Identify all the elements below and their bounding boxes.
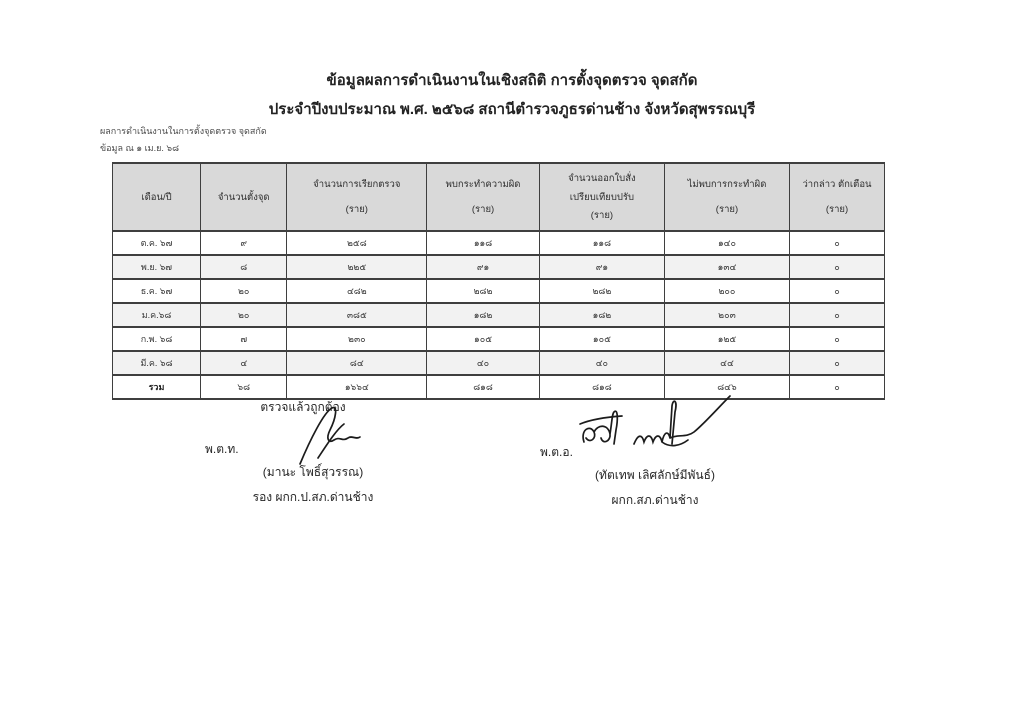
table-row [113,327,885,351]
table-row [113,303,885,327]
value-cell: ๔๐ [539,351,664,375]
value-cell: ๒๘๒ [539,279,664,303]
month-cell: รวม [113,375,201,399]
note-line-2: ข้อมูล ณ ๑ เม.ย. ๖๘ [100,143,180,153]
month-cell: ธ.ค. ๖๗ [113,279,201,303]
name-left: (มานะ โพธิ์สุวรรณ) [262,465,364,479]
column-header-line: (ราย) [715,203,739,215]
name-right: (ทัตเทพ เลิศลักษ์มีพันธ์) [595,468,715,482]
value-cell: ๔๔ [664,351,789,375]
value-cell: ๗ [201,327,287,351]
value-cell: ๒๐๓ [664,303,789,327]
value-cell: ๒๕๘ [287,231,427,255]
column-header [201,163,287,231]
value-cell: ๘๑๘ [539,375,664,399]
table-row [113,279,885,303]
column-header [113,163,201,231]
signature-left-scribble [288,400,380,468]
month-cell: พ.ย. ๖๗ [113,255,201,279]
value-cell: ๑๔๐ [664,231,789,255]
column-header-line: เปรียบเทียบปรับ [569,191,635,203]
month-cell: ม.ค.๖๘ [113,303,201,327]
month-cell: ต.ค. ๖๗ [113,231,201,255]
value-cell: ๒๘๒ [427,279,540,303]
value-cell: ๑๐๕ [427,327,540,351]
value-cell: ๐ [790,255,885,279]
value-cell: ๒๒๕ [287,255,427,279]
column-header-line: (ราย) [471,203,495,215]
position-right: ผกก.สภ.ด่านช้าง [611,493,699,507]
value-cell: ๐ [790,303,885,327]
position-left: รอง ผกก.ป.สภ.ด่านช้าง [252,490,374,504]
value-cell: ๐ [790,231,885,255]
value-cell: ๒๐ [201,303,287,327]
rank-left: พ.ต.ท. [205,442,239,456]
value-cell: ๑๖๖๔ [287,375,427,399]
value-cell: ๖๘ [201,375,287,399]
value-cell: ๘๔ [287,351,427,375]
table-row [113,231,885,255]
rank-right: พ.ต.อ. [540,445,573,459]
value-cell: ๑๑๘ [539,231,664,255]
column-header [427,163,540,231]
column-header-line: (ราย) [590,209,614,221]
column-header-line: (ราย) [345,203,368,215]
column-header-line: จำนวนออกใบสั่ง [568,173,636,185]
column-header-line: (ราย) [825,203,849,215]
column-header [287,163,427,231]
value-cell: ๙๑ [427,255,540,279]
column-header-line: ว่ากล่าว ตักเตือน [802,179,872,191]
value-cell: ๘๔๖ [664,375,789,399]
document-subtitle: ประจำปีงบประมาณ พ.ศ. ๒๕๖๘ สถานีตำรวจภูธรด่านช้าง จังหวัดสุพรรณบุรี [268,101,756,118]
column-header [790,163,885,231]
value-cell: ๔ [201,351,287,375]
table-header-row [113,163,885,231]
value-cell: ๔๘๒ [287,279,427,303]
checkpoint-statistics-table [112,162,885,400]
signature-right-scribble [572,392,734,466]
column-header-line: ไม่พบการกระทำผิด [687,179,767,191]
month-cell: มี.ค. ๖๘ [113,351,201,375]
verified-correct-text: ตรวจแล้วถูกต้อง [260,400,346,414]
document-title: ข้อมูลผลการดำเนินงานในเชิงสถิติ การตั้งจุดตรวจ จุดสกัด [326,72,698,89]
table-row [113,351,885,375]
table-row [113,255,885,279]
column-header [664,163,789,231]
month-cell: ก.พ. ๖๘ [113,327,201,351]
value-cell: ๒๓๐ [287,327,427,351]
value-cell: ๙๑ [539,255,664,279]
table-total-row [113,375,885,399]
column-header-line: จำนวนตั้งจุด [217,191,270,203]
value-cell: ๑๘๒ [427,303,540,327]
value-cell: ๐ [790,279,885,303]
column-header-line: พบกระทำความผิด [445,179,521,191]
value-cell: ๒๐ [201,279,287,303]
value-cell: ๐ [790,327,885,351]
value-cell: ๓๘๕ [287,303,427,327]
value-cell: ๒๐๐ [664,279,789,303]
value-cell: ๑๒๕ [664,327,789,351]
value-cell: ๑๐๕ [539,327,664,351]
value-cell: ๔๐ [427,351,540,375]
note-line-1: ผลการดำเนินงานในการตั้งจุดตรวจ จุดสกัด [100,126,267,136]
value-cell: ๙ [201,231,287,255]
value-cell: ๐ [790,351,885,375]
column-header [539,163,664,231]
value-cell: ๘๑๘ [427,375,540,399]
column-header-line: เดือน/ปี [141,191,172,203]
value-cell: ๑๑๘ [427,231,540,255]
column-header-line: จำนวนการเรียกตรวจ [313,179,401,191]
value-cell: ๑๘๒ [539,303,664,327]
value-cell: ๘ [201,255,287,279]
value-cell: ๐ [790,375,885,399]
value-cell: ๑๓๔ [664,255,789,279]
